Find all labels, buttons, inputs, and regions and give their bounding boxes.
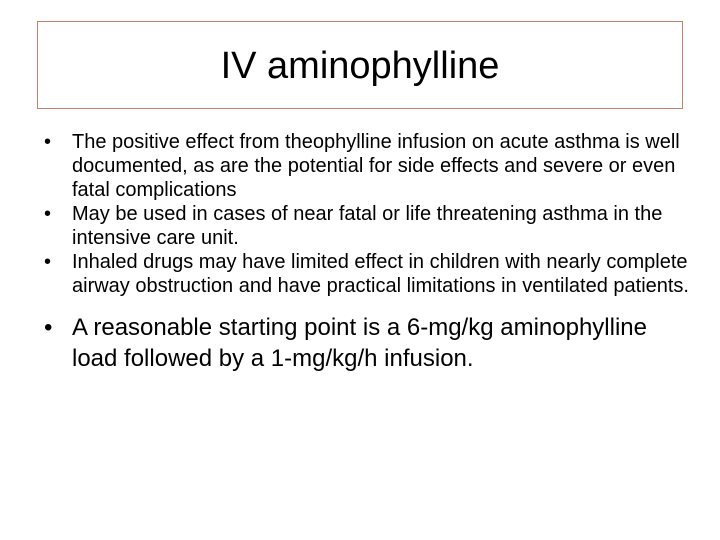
bullet-list: [0, 130, 720, 374]
bullet-item-4: [0, 312, 720, 374]
bullet-item-1: [0, 130, 720, 202]
bullet-text-3: Inhaled drugs may have limited effect in children with nearly complete airway obstruction and have practical limitations in ventilated patients.: [72, 251, 689, 297]
bullet-text-2: May be used in cases of near fatal or life threatening asthma in the intensive care unit.: [72, 203, 663, 249]
bullet-dot-icon: •: [44, 131, 52, 153]
bullet-dot-icon: •: [44, 251, 52, 273]
title-box: [37, 21, 683, 109]
slide-title: IV aminophylline: [220, 45, 500, 87]
bullet-item-2: [0, 202, 720, 250]
bullet-dot-icon: •: [44, 203, 52, 225]
bullet-dot-icon: •: [44, 314, 53, 341]
bullet-text-1: The positive effect from theophylline infusion on acute asthma is well documented, as are the potential for side effects and severe or even fatal complications: [72, 131, 680, 201]
bullet-item-3: [0, 250, 720, 298]
bullet-text-4: A reasonable starting point is a 6-mg/kg aminophylline load followed by a 1-mg/kg/h infusion.: [72, 314, 647, 372]
